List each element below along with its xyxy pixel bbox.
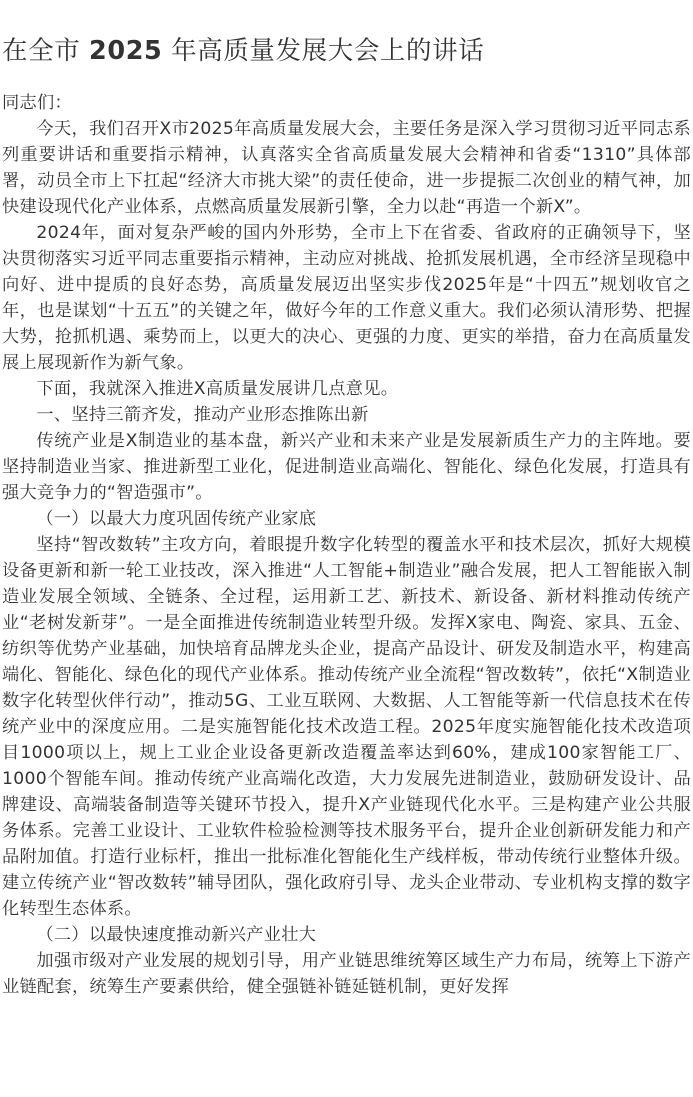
paragraph-subsection-1: 坚持“智改数转”主攻方向，着眼提升数字化转型的覆盖水平和技术层次，抓好大规模设备更新和新一轮工业技改，深入推进“人工智能+制造业”融合发展，把人工智能嵌入制造业发展全领域、全链条、全过程，运用新工艺、新技术、新设备、新材料推动传统产业“老树发新芽”。一是全面推进传统制造业转型升级。发挥X家电、陶瓷、家具、五金、纺织等优势产业基础，加快培育品牌龙头企业，提高产品设计、研发及制造水平，构建高端化、智能化、绿色化的现代产业体系。推动传统产业全流程“智改数转”，依托“X制造业数字化转型伙伴行动”，推动5G、工业互联网、大数据、人工智能等新一代信息技术在传统产业中的深度应用。二是实施智能化技术改造工程。2025年度实施智能化技术改造项目1000项以上，规上工业企业设备更新改造覆盖率达到60%，建成100家智能工厂、1000个智能车间。推动传统产业高端化改造，大力发展先进制造业，鼓励研发设计、品牌建设、高端装备制造等关键环节投入，提升X产业链现代化水平。三是构建产业公共服务体系。完善工业设计、工业软件检验检测等技术服务平台，提升企业创新研发能力和产品附加值。打造行业标杆，推出一批标准化智能化生产线样板，带动传统行业整体升级。建立传统产业“智改数转”辅导团队，强化政府引导、龙头企业带动、专业机构支撑的数字化转型生态体系。 [2, 535, 691, 919]
paragraph-subsection-2: 加强市级对产业发展的规划引导，用产业链思维统筹区域生产力布局，统筹上下游产业链配套，统筹生产要素供给，健全强链补链延链机制，更好发挥 [2, 951, 691, 997]
paragraph-intro: 今天，我们召开X市2025年高质量发展大会，主要任务是深入学习贯彻习近平同志系列重要讲话和重要指示精神，认真落实全省高质量发展大会精神和省委“1310”具体部署，动员全市上下扛起“经济大市挑大梁”的责任使命，进一步提振二次创业的精气神，加快建设现代化产业体系，点燃高质量发展新引擎，全力以赴“再造一个新X”。 [2, 119, 691, 217]
subsection-heading-1: （一）以最大力度巩固传统产业家底 [36, 509, 317, 529]
salutation: 同志们： [2, 93, 72, 113]
subsection-heading-2: （二）以最快速度推动新兴产业壮大 [36, 925, 317, 945]
title-suffix: 年高质量发展大会上的讲话 [171, 36, 485, 66]
paragraph-section-1: 传统产业是X制造业的基本盘，新兴产业和未来产业是发展新质生产力的主阵地。要坚持制造业当家、推进新型工业化，促进制造业高端化、智能化、绿色化发展，打造具有强大竞争力的“智造强市”。 [2, 431, 691, 503]
section-heading-1: 一、坚持三箭齐发，推动产业形态推陈出新 [36, 405, 369, 425]
paragraph-outline: 下面，我就深入推进X高质量发展讲几点意见。 [36, 379, 399, 399]
document-title [0, 34, 484, 68]
title-year: 2025 [89, 36, 163, 66]
document-body [2, 90, 691, 1000]
paragraph-review: 2024年，面对复杂严峻的国内外形势，全市上下在省委、省政府的正确领导下，坚决贯彻落实习近平同志重要指示精神，主动应对挑战、抢抓发展机遇，全市经济呈现稳中向好、进中提质的良好态势，高质量发展迈出坚实步伐2025年是“十四五”规划收官之年，也是谋划“十五五”的关键之年，做好今年的工作意义重大。我们必须认清形势、把握大势，抢抓机遇、乘势而上，以更大的决心、更强的力度、更实的举措，奋力在高质量发展上展现新作为新气象。 [2, 223, 691, 373]
title-prefix: 在全市 [2, 36, 81, 66]
